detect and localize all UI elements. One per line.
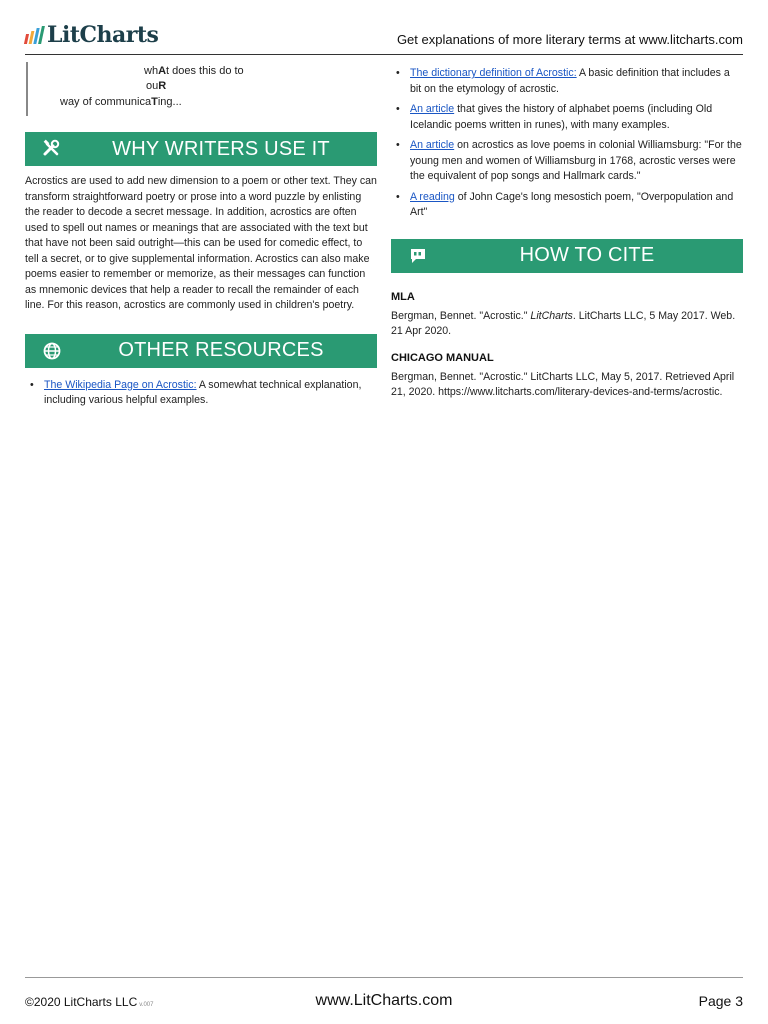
footer-version: v.007 [139,1002,154,1008]
mla-heading: MLA [391,290,415,303]
logo-bars-icon [25,26,43,44]
list-item: • An article on acrostics as love poems in colonial Williamsburg: "For the young men and women of Williamsburg in 1768, acrostic verses were the equivalent of pop songs and Hallmark cards." [396,139,742,182]
other-resources-banner [25,334,377,368]
quote-line-1: whAt does this do to [144,65,244,77]
resource-link[interactable]: The Wikipedia Page on Acrostic: [44,378,197,391]
resource-link[interactable]: The dictionary definition of Acrostic: [410,67,577,79]
other-resources-title: OTHER RESOURCES [118,339,324,361]
footer-site-link[interactable]: www.LitCharts.com [315,992,453,1009]
logo-text: LitCharts [47,22,159,48]
litcharts-logo[interactable] [25,22,158,48]
quote-line-2: ouR [146,80,167,92]
right-resources-list [391,66,743,221]
page-header [25,22,743,55]
why-writers-banner [25,132,377,166]
left-column [25,62,377,414]
mla-citation [391,291,743,340]
list-item: • The dictionary definition of Acrostic: A basic definition that includes a bit on the etymology of acrostic. [396,67,730,95]
list-item: • The Wikipedia Page on Acrostic: A somewhat technical explanation, including various helpful examples. [30,378,362,406]
list-item: • A reading of John Cage's long mesostich poem, "Overpopulation and Art" [396,190,734,218]
why-writers-text: Acrostics are used to add new dimension to a poem or other text. They can transform straightforward poetry or prose into a word puzzle by enlisting the reader to decode a secret message. In addition, acrostics are often used to spell out names or meanings that are associated with the text but that have not been said outright—this can be used for comedic effect, to tell a secret, or to give supplemental information. Acrostics can also make poems easier to remember or memorize, as their messages can function as mnemonic devices that help a reader to recall the remainder of each line. For this reason, acrostics are commonly used in children's poetry. [25,175,377,311]
footer-copyright: ©2020 LitCharts LLC v.007 [25,995,154,1009]
footer-page-number: Page 3 [698,993,743,1009]
page-footer [25,977,743,1018]
how-to-cite-banner [391,239,743,273]
resource-link[interactable]: An article [410,139,455,151]
why-writers-title: WHY WRITERS USE IT [112,137,330,160]
resource-link[interactable]: An article [410,103,455,115]
list-item: • An article that gives the history of alphabet poems (including Old Icelandic poems written in runes), with many examples. [396,103,713,131]
how-to-cite-title: HOW TO CITE [519,244,655,266]
chicago-citation [391,352,743,401]
acrostic-example-quote [26,62,377,116]
other-resources-list [25,378,377,409]
resource-link[interactable]: A reading [410,190,455,203]
right-column [391,62,743,401]
header-tagline: Get explanations of more literary terms at www.litcharts.com [396,32,743,47]
chicago-text: Bergman, Bennet. "Acrostic." LitCharts LLC, May 5, 2017. Retrieved April 21, 2020. https://www.litcharts.com/literary-devices-and-terms/acrostic. [391,370,735,398]
quote-line-3: way of communicaTing... [60,96,182,108]
mla-text: Bergman, Bennet. "Acrostic." LitCharts. LitCharts LLC, 5 May 2017. Web. 21 Apr 2020. [391,309,736,337]
chicago-heading: CHICAGO MANUAL [391,351,494,364]
